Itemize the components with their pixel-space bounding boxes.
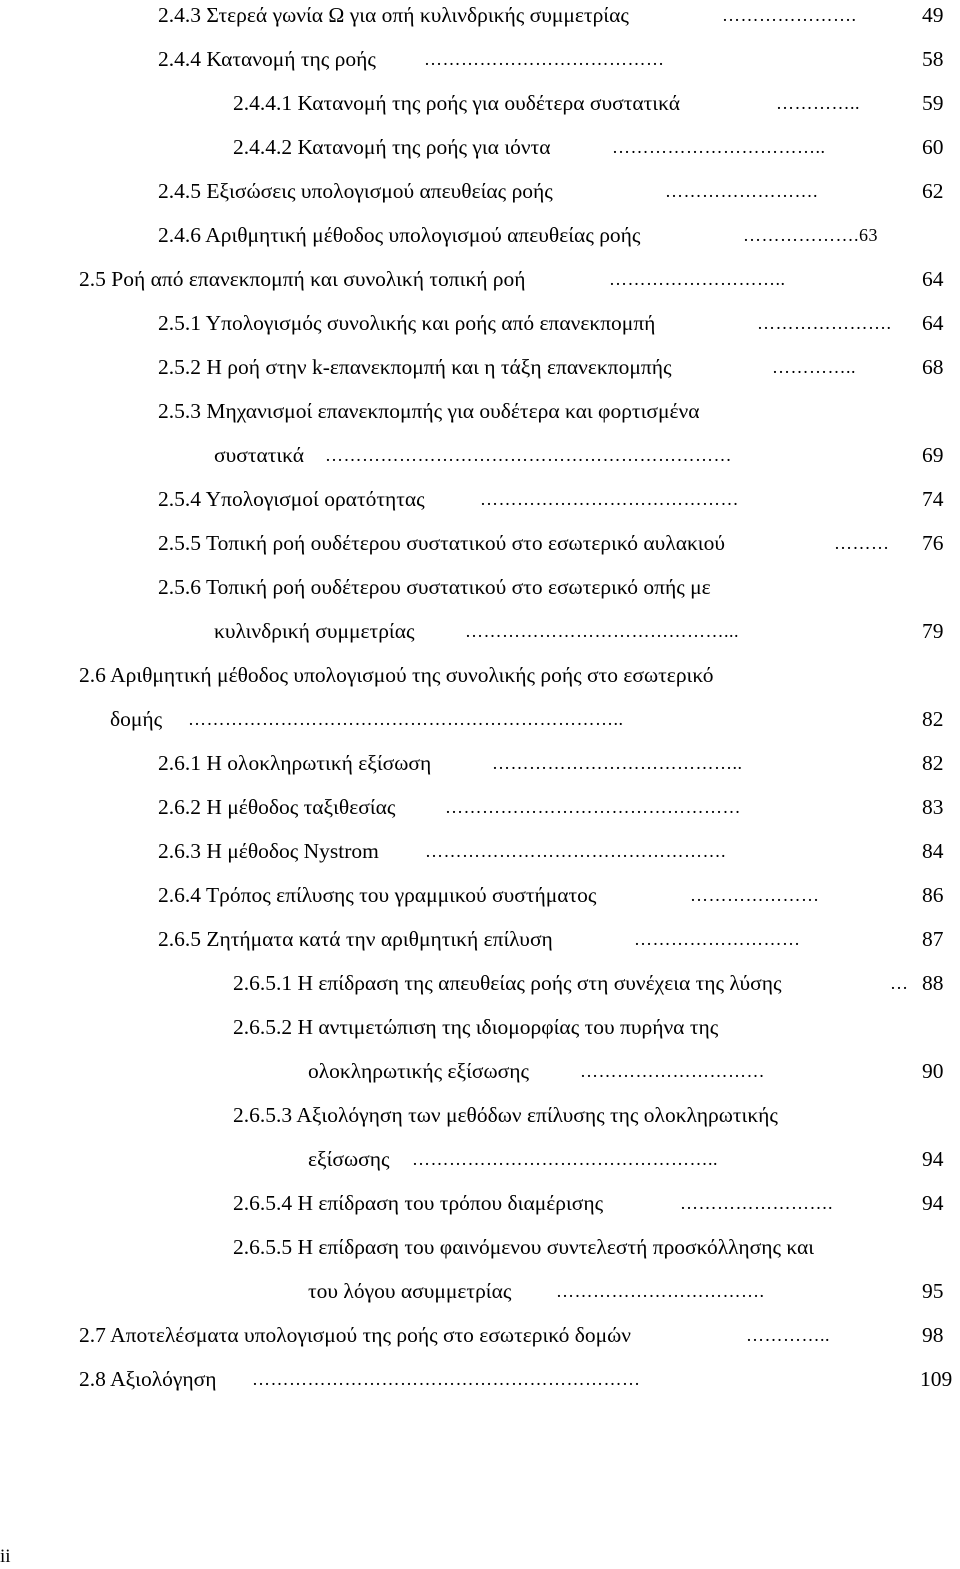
toc-title: 2.5.5 Τοπική ροή ουδέτερου συστατικού στο εσωτερικό αυλακιού xyxy=(158,531,725,555)
toc-title: 2.5.4 Υπολογισμοί ορατότητας xyxy=(158,487,425,511)
toc-title: 2.8 Αξιολόγηση xyxy=(79,1367,217,1391)
toc-leader: ……………………………………... xyxy=(465,621,739,641)
toc-entry xyxy=(0,968,960,998)
toc-page-number: 94 xyxy=(922,1191,944,1215)
toc-leader: …………………. xyxy=(757,313,892,333)
toc-title: 2.6.1 Η ολοκληρωτική εξίσωση xyxy=(158,751,432,775)
toc-page-number: 94 xyxy=(922,1147,944,1171)
toc-entry xyxy=(0,1364,960,1394)
toc-page-number: 64 xyxy=(922,311,944,335)
toc-entry xyxy=(0,616,960,646)
toc-entry xyxy=(0,1056,960,1086)
toc-leader: …………………………………………………………….. xyxy=(188,709,624,729)
toc-page-number: 59 xyxy=(922,91,944,115)
toc-leader: ………………………………….. xyxy=(492,753,743,773)
toc-entry xyxy=(0,880,960,910)
toc-title: ολοκληρωτικής εξίσωσης xyxy=(308,1059,529,1083)
toc-entry xyxy=(0,572,960,602)
toc-leader: ……………………. xyxy=(665,181,818,201)
toc-page-number: 88 xyxy=(922,971,944,995)
toc-page-number: 79 xyxy=(922,619,944,643)
toc-leader: ………………… xyxy=(690,885,820,905)
toc-entry xyxy=(0,1100,960,1130)
toc-entry xyxy=(0,132,960,162)
toc-leader: ……………………….. xyxy=(609,269,786,289)
toc-entry xyxy=(0,704,960,734)
toc-entry xyxy=(0,1144,960,1174)
toc-title: 2.6.5 Ζητήματα κατά την αριθμητική επίλυση xyxy=(158,927,553,951)
toc-title: 2.5 Ροή από επανεκπομπή και συνολική τοπική ροή xyxy=(79,267,526,291)
toc-leader: ……………………………………………………… xyxy=(252,1369,641,1389)
toc-page-number: 109 xyxy=(920,1367,953,1391)
toc-entry xyxy=(0,88,960,118)
toc-leader: ………….. xyxy=(746,1325,830,1345)
toc-title: 2.4.3 Στερεά γωνία Ω για οπή κυλινδρικής συμμετρίας xyxy=(158,3,629,27)
toc-title: 2.5.6 Τοπική ροή ουδέτερου συστατικού στο εσωτερικό οπής με xyxy=(158,575,711,599)
toc-page-number: 64 xyxy=(922,267,944,291)
toc-page-number: 60 xyxy=(922,135,944,159)
toc-entry xyxy=(0,308,960,338)
toc-leader: …………………………………………. xyxy=(425,841,726,861)
toc-title: 2.4.4 Κατανομή της ροής xyxy=(158,47,376,71)
toc-leader: ……………………… xyxy=(634,929,801,949)
toc-leader: ……………………………. xyxy=(556,1281,765,1301)
toc-entry xyxy=(0,1012,960,1042)
toc-page-number: 87 xyxy=(922,927,944,951)
toc-page-number: 69 xyxy=(922,443,944,467)
toc-leader: ………….. xyxy=(772,357,856,377)
toc-leader: ………………………………………………………… xyxy=(325,445,732,465)
toc-entry xyxy=(0,528,960,558)
toc-entry xyxy=(0,176,960,206)
toc-page-number: 98 xyxy=(922,1323,944,1347)
toc-entry xyxy=(0,660,960,690)
toc-entry xyxy=(0,1320,960,1350)
toc-entry xyxy=(0,1232,960,1262)
toc-title: 2.6.5.1 Η επίδραση της απευθείας ροής στη συνέχεια της λύσης xyxy=(233,971,782,995)
toc-leader: ………………………………………….. xyxy=(412,1149,718,1169)
toc-title: 2.5.1 Υπολογισμός συνολικής και ροής από επανεκπομπή xyxy=(158,311,656,335)
page-number: ii xyxy=(0,1546,11,1567)
toc-entry xyxy=(0,1276,960,1306)
toc-leader: …………………………………… xyxy=(480,489,739,509)
toc-entry xyxy=(0,220,960,250)
toc-page-number: 84 xyxy=(922,839,944,863)
toc-entry xyxy=(0,924,960,954)
toc-title: 2.4.6 Αριθμητική μέθοδος υπολογισμού απευθείας ροής xyxy=(158,223,641,247)
toc-entry xyxy=(0,352,960,382)
toc-leader: …………………………….. xyxy=(612,137,826,157)
toc-leader: ………………………………… xyxy=(424,49,665,69)
toc-leader: ……… xyxy=(834,533,890,553)
toc-entry xyxy=(0,0,960,30)
toc-entry xyxy=(0,396,960,426)
toc-title: 2.6.5.2 Η αντιμετώπιση της ιδιομορφίας του πυρήνα της xyxy=(233,1015,719,1039)
toc-title: 2.5.2 Η ροή στην k-επανεκπομπή και η τάξη επανεκπομπής xyxy=(158,355,672,379)
toc-entry xyxy=(0,748,960,778)
toc-leader: ………………………… xyxy=(580,1061,765,1081)
toc-page-number: 90 xyxy=(922,1059,944,1083)
toc-title: 2.6.2 Η μέθοδος ταξιθεσίας xyxy=(158,795,396,819)
toc-page-number: 62 xyxy=(922,179,944,203)
toc-leader: ………………………………………… xyxy=(445,797,741,817)
toc-page-number: 68 xyxy=(922,355,944,379)
toc-title: 2.6.5.4 Η επίδραση του τρόπου διαμέρισης xyxy=(233,1191,604,1215)
toc-title: δομής xyxy=(110,707,163,731)
toc-page-number: 83 xyxy=(922,795,944,819)
toc-page-number: 76 xyxy=(922,531,944,555)
toc-title: 2.4.4.1 Κατανομή της ροής για ουδέτερα συστατικά xyxy=(233,91,680,115)
toc-page-number: 82 xyxy=(922,751,944,775)
toc-title: συστατικά xyxy=(214,443,305,467)
toc-page-number: 95 xyxy=(922,1279,944,1303)
toc-title: 2.6.4 Τρόπος επίλυσης του γραμμικού συστήματος xyxy=(158,883,597,907)
toc-page-number: 49 xyxy=(922,3,944,27)
toc-page-number: 82 xyxy=(922,707,944,731)
toc-title: 2.5.3 Μηχανισμοί επανεκπομπής για ουδέτερα και φορτισμένα xyxy=(158,399,700,423)
toc-entry xyxy=(0,440,960,470)
toc-title: εξίσωσης xyxy=(308,1147,390,1171)
toc-title: του λόγου ασυμμετρίας xyxy=(308,1279,512,1303)
toc-entry xyxy=(0,484,960,514)
toc-leader: …………………. xyxy=(722,5,857,25)
toc-title: 2.6.5.5 Η επίδραση του φαινόμενου συντελεστή προσκόλλησης και xyxy=(233,1235,815,1259)
toc-entry xyxy=(0,1188,960,1218)
toc-page-number: 74 xyxy=(922,487,944,511)
toc-title: 2.7 Αποτελέσματα υπολογισμού της ροής στο εσωτερικό δομών xyxy=(79,1323,632,1347)
toc-entry xyxy=(0,836,960,866)
toc-entry xyxy=(0,44,960,74)
toc-page-number: 58 xyxy=(922,47,944,71)
toc-title: 2.4.5 Εξισώσεις υπολογισμού απευθείας ροής xyxy=(158,179,553,203)
toc-title: 2.6 Αριθμητική μέθοδος υπολογισμού της συνολικής ροής στο εσωτερικό xyxy=(79,663,714,687)
toc-title: 2.6.5.3 Αξιολόγηση των μεθόδων επίλυσης της ολοκληρωτικής xyxy=(233,1103,778,1127)
toc-leader: ……………………. xyxy=(680,1193,833,1213)
toc-entry xyxy=(0,792,960,822)
toc-entry xyxy=(0,264,960,294)
toc-leader: … xyxy=(890,973,909,993)
toc-title: κυλινδρική συμμετρίας xyxy=(214,619,415,643)
toc-leader: ………….. xyxy=(776,93,860,113)
toc-page-number: 86 xyxy=(922,883,944,907)
toc-title: 2.4.4.2 Κατανομή της ροής για ιόντα xyxy=(233,135,551,159)
toc-leader: ……………….63 xyxy=(743,225,878,245)
toc-title: 2.6.3 Η μέθοδος Nystrom xyxy=(158,839,379,863)
